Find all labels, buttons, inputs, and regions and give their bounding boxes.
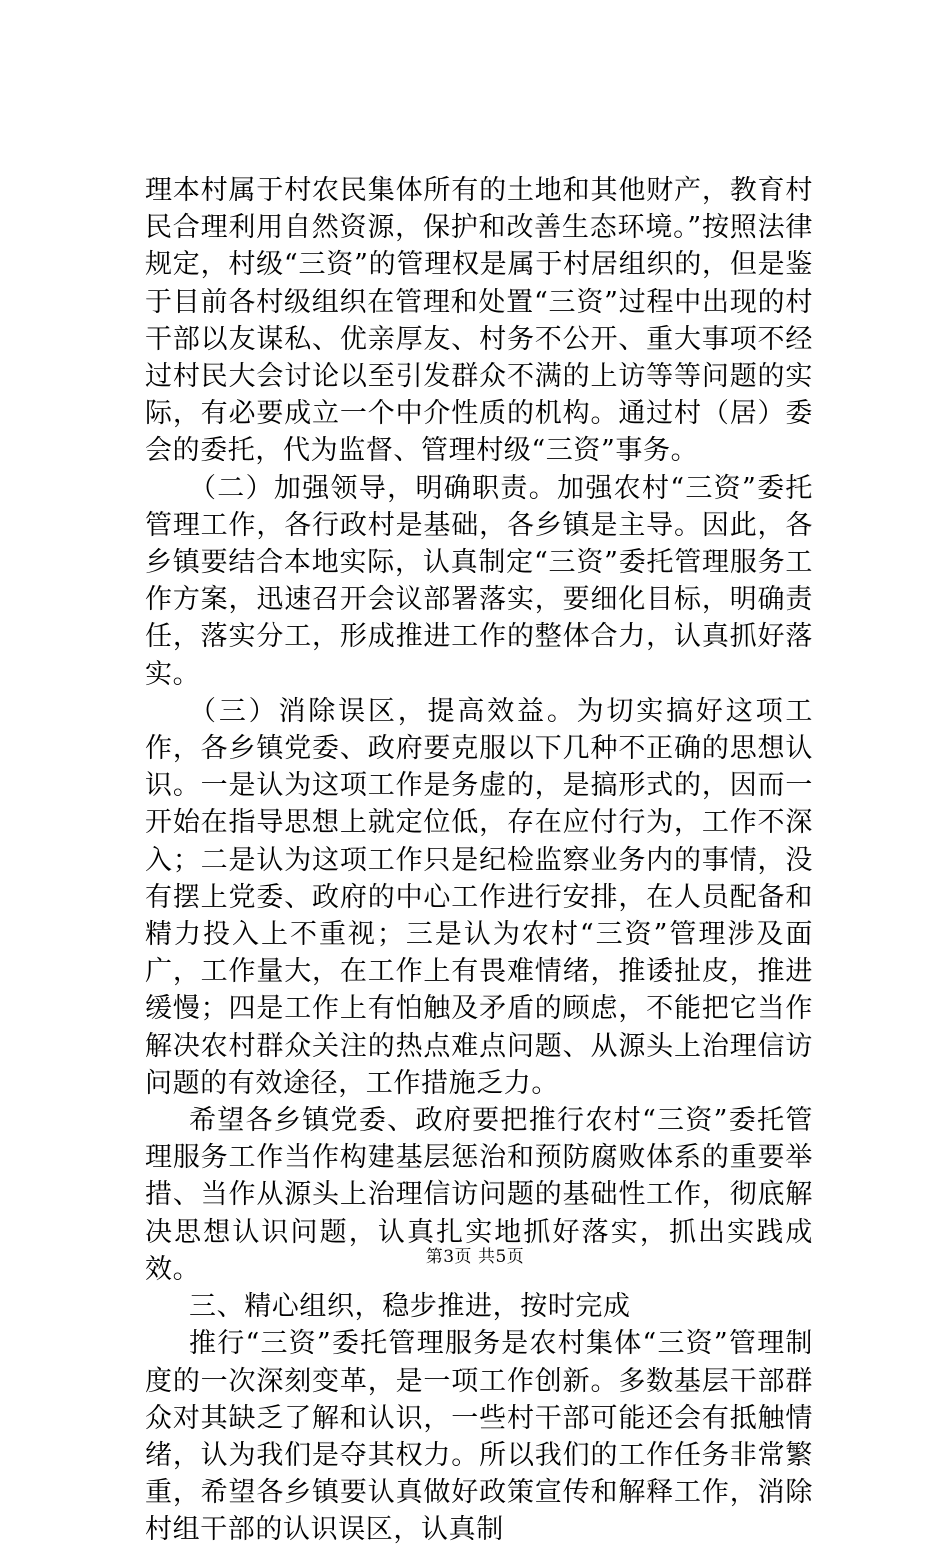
page-number: 第3页 共5页 — [425, 1247, 525, 1267]
document-body — [145, 172, 813, 1549]
section-heading: 三、精心组织，稳步推进，按时完成 — [189, 1291, 631, 1323]
paragraph-1: 理本村属于村农民集体所有的土地和其他财产，教育村民合理利用自然资源，保护和改善生态环境。”按照法律规定，村级“三资”的管理权是属于村居组织的，但是鉴于目前各村级组织在管理和处置“三资”过程中出现的村干部以友谋私、优亲厚友、村务不公开、重大事项不经过村民大会讨论以至引发群众不满的上访等等问题的实际，有必要成立一个中介性质的机构。通过村（居）委会的委托，代为监督、管理村级“三资”事务。 — [145, 175, 813, 467]
paragraph-2: （二）加强领导，明确职责。加强农村“三资”委托管理工作，各行政村是基础，各乡镇是主导。因此，各乡镇要结合本地实际，认真制定“三资”委托管理服务工作方案，迅速召开会议部署落实，要细化目标，明确责任，落实分工，形成推进工作的整体合力，认真抓好落实。 — [145, 472, 813, 690]
paragraph-3: （三）消除误区，提高效益。为切实搞好这项工作，各乡镇党委、政府要克服以下几种不正确的思想认识。一是认为这项工作是务虚的，是搞形式的，因而一开始在指导思想上就定位低，存在应付行为，工作不深入；二是认为这项工作只是纪检监察业务内的事情，没有摆上党委、政府的中心工作进行安排，在人员配备和精力投入上不重视；三是认为农村“三资”管理涉及面广，工作量大，在工作上有畏难情绪，推诿扯皮，推进缓慢；四是工作上有怕触及矛盾的顾虑，不能把它当作解决农村群众关注的热点难点问题、从源头上治理信访问题的有效途径，工作措施乏力。 — [145, 695, 813, 1099]
paragraph-4: 希望各乡镇党委、政府要把推行农村“三资”委托管理服务工作当作构建基层惩治和预防腐败体系的重要举措、当作从源头上治理信访问题的基础性工作，彻底解决思想认识问题，认真扎实地抓好落实，抓出实践成效。 — [145, 1105, 813, 1285]
paragraph-5: 推行“三资”委托管理服务是农村集体“三资”管理制度的一次深刻变革，是一项工作创新。多数基层干部群众对其缺乏了解和认识，一些村干部可能还会有抵触情绪，认为我们是夺其权力。所以我们的工作任务非常繁重，希望各乡镇要认真做好政策宣传和解释工作，消除村组干部的认识误区，认真制 — [145, 1328, 813, 1546]
